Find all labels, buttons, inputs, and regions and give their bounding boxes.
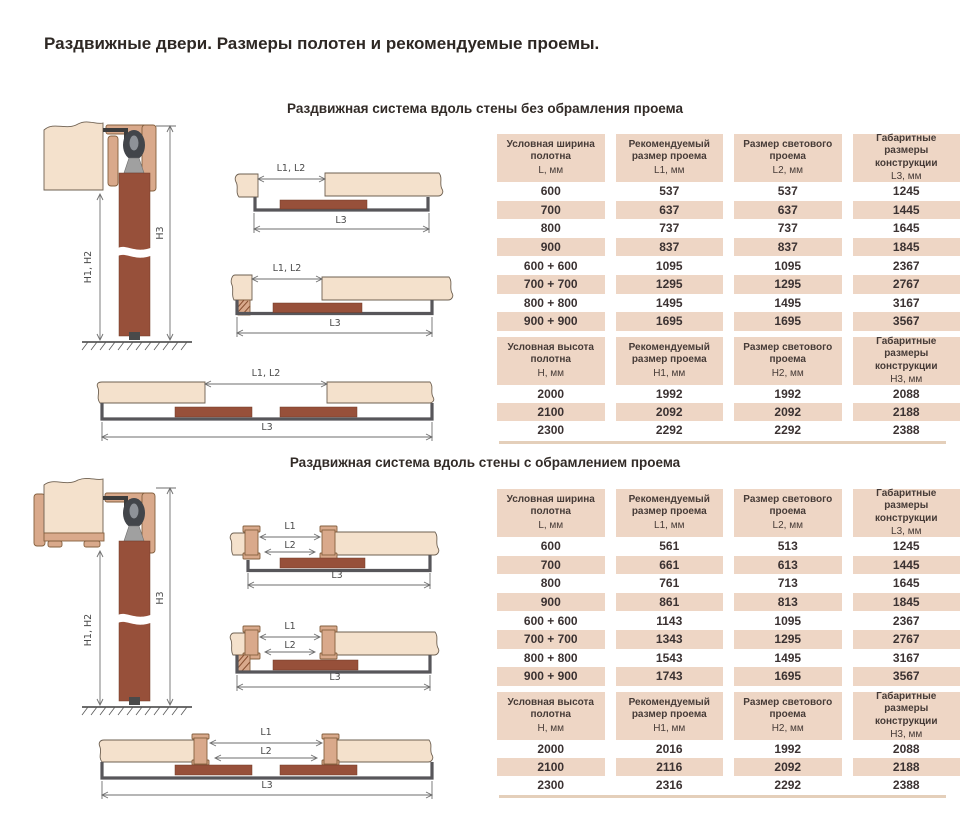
wall-left (231, 275, 252, 300)
dim-label-l1: L1 (284, 621, 296, 632)
table-cell: 700 (497, 556, 605, 575)
table-cell: 1245 (892, 539, 920, 554)
table-cell: 800 (540, 576, 561, 591)
table-cell: 561 (659, 539, 680, 554)
table-cell: 800 + 800 (523, 650, 578, 665)
table-cell: 2000 (537, 387, 565, 401)
table-cell: 2300 (537, 778, 565, 792)
dim-label-l2: L2 (260, 746, 272, 757)
dim-label-h1h2: H1, H2 (83, 250, 94, 284)
table-cell: 900 (497, 238, 605, 257)
dim-label-h3: H3 (155, 226, 166, 240)
dim-label-l3: L3 (335, 215, 347, 226)
table-cell: 1543 (655, 650, 683, 665)
table-cell: 800 (540, 221, 561, 236)
table-cell: 2388 (892, 423, 920, 437)
table-cell: 813 (734, 593, 842, 612)
table-cell: 1845 (853, 593, 961, 612)
table-cell: 1992 (655, 387, 683, 401)
table-cell: 1695 (734, 312, 842, 331)
table-cell: 2116 (616, 758, 724, 776)
table-cell: 800 + 800 (523, 295, 578, 310)
diagram-plan-single-framed (225, 497, 470, 595)
door-panel-left (175, 765, 252, 775)
table-cell: 1245 (892, 184, 920, 199)
table-cell: 1645 (892, 576, 920, 591)
dim-label-h3: H3 (155, 591, 166, 605)
diagram-plan-single-framed-2 (225, 600, 470, 698)
column-header: Рекомендуемый размер проема L1, мм (616, 489, 724, 537)
table-cell: 2367 (892, 258, 920, 273)
door-panel-right (280, 407, 357, 417)
column-header: Условная ширина полотна L, мм (497, 489, 605, 537)
table-cell: 2316 (655, 778, 683, 792)
table-cell: 513 (777, 539, 798, 554)
table-cell: 661 (616, 556, 724, 575)
section-divider (499, 441, 946, 444)
table-cell: 600 + 600 (523, 613, 578, 628)
dim-label-l2: L2 (284, 540, 296, 551)
table-cell: 1845 (853, 238, 961, 257)
table-cell: 861 (616, 593, 724, 612)
column-header: Условная высота полотна H, мм (497, 337, 605, 385)
table-cell: 2092 (734, 403, 842, 421)
column-header: Рекомендуемый размер проема H1, мм (616, 337, 724, 385)
table-cell: 1095 (774, 258, 802, 273)
table-cell: 1295 (616, 275, 724, 294)
wall-left (97, 382, 205, 403)
door-panel (280, 200, 367, 209)
height-table-framed (497, 692, 960, 794)
table-cell: 2300 (537, 423, 565, 437)
table-cell: 3167 (892, 650, 920, 665)
dim-label-l1: L1 (260, 727, 272, 738)
dim-label-l3: L3 (329, 318, 341, 329)
column-header: Габаритные размеры конструкции L3, мм (853, 489, 961, 537)
table-cell: 700 + 700 (497, 630, 605, 649)
table-cell: 1095 (655, 258, 683, 273)
dim-label-l3: L3 (329, 672, 341, 683)
wall-left (99, 740, 198, 762)
table-cell: 2100 (497, 403, 605, 421)
section-title-framed: Раздвижная система вдоль стены с обрамлением проема (289, 455, 681, 470)
table-cell: 1295 (734, 630, 842, 649)
table-cell: 537 (659, 184, 680, 199)
table-cell: 600 + 600 (523, 258, 578, 273)
table-cell: 1445 (853, 556, 961, 575)
wall-right (322, 277, 453, 300)
table-cell: 900 (497, 593, 605, 612)
table-cell: 600 (540, 184, 561, 199)
table-cell: 737 (659, 221, 680, 236)
floor-guide (129, 697, 140, 705)
table-cell: 2188 (853, 758, 961, 776)
dim-label-l2: L2 (284, 640, 296, 651)
diagram-side-section-framed (28, 468, 233, 723)
table-cell: 1143 (656, 613, 683, 628)
table-cell: 637 (616, 201, 724, 220)
table-cell: 761 (659, 576, 680, 591)
table-cell: 1992 (774, 387, 802, 401)
wall-right (327, 382, 434, 403)
dim-label-l1l2: L1, L2 (251, 368, 281, 379)
column-header: Габаритные размеры конструкции L3, мм (853, 134, 961, 182)
table-cell: 2767 (853, 630, 961, 649)
table-cell: 2088 (892, 387, 920, 401)
table-cell: 2367 (892, 613, 920, 628)
table-cell: 2100 (497, 758, 605, 776)
table-cell: 700 (497, 201, 605, 220)
height-table-noframe (497, 337, 960, 439)
frame-casing-left (34, 494, 45, 546)
door-panel (273, 303, 362, 313)
table-cell: 2016 (655, 742, 683, 756)
wall-right (334, 740, 433, 762)
table-cell: 1495 (774, 650, 802, 665)
dim-label-l3: L3 (261, 780, 273, 791)
dim-label-l3: L3 (331, 570, 343, 581)
column-header: Размер светового проема L2, мм (734, 489, 842, 537)
table-cell: 2088 (892, 742, 920, 756)
diagram-plan-double-noframe (58, 356, 463, 446)
table-cell: 2767 (853, 275, 961, 294)
table-cell: 900 + 900 (497, 667, 605, 686)
table-cell: 2292 (774, 423, 802, 437)
floor-guide (129, 332, 140, 340)
table-cell: 1695 (616, 312, 724, 331)
table-cell: 1992 (774, 742, 802, 756)
table-cell: 837 (734, 238, 842, 257)
column-header: Рекомендуемый размер проема H1, мм (616, 692, 724, 740)
diagram-plan-single-noframe-2 (225, 262, 470, 344)
section-divider (499, 795, 946, 798)
column-header: Габаритные размеры конструкции H3, мм (853, 692, 961, 740)
table-cell: 637 (734, 201, 842, 220)
dim-label-h1h2: H1, H2 (83, 613, 94, 647)
table-cell: 2292 (774, 778, 802, 792)
table-cell: 2292 (655, 423, 683, 437)
table-cell: 3567 (853, 312, 961, 331)
table-cell: 600 (540, 539, 561, 554)
table-cell: 837 (616, 238, 724, 257)
column-header: Размер светового проема L2, мм (734, 134, 842, 182)
table-cell: 1695 (734, 667, 842, 686)
door-panel-left (175, 407, 252, 417)
table-cell: 1495 (655, 295, 683, 310)
section-title-noframe: Раздвижная система вдоль стены без обрамления проема (287, 101, 683, 116)
table-cell: 2092 (734, 758, 842, 776)
wall-right (333, 532, 439, 555)
wall-right (333, 632, 439, 655)
table-cell: 1645 (892, 221, 920, 236)
table-cell: 1343 (616, 630, 724, 649)
table-cell: 713 (777, 576, 798, 591)
dim-label-l1: L1 (284, 521, 296, 532)
column-header: Габаритные размеры конструкции H3, мм (853, 337, 961, 385)
wall-right (325, 173, 443, 196)
door-panel (273, 660, 358, 670)
track (102, 403, 432, 419)
table-cell: 1295 (734, 275, 842, 294)
table-cell: 2092 (616, 403, 724, 421)
table-cell: 613 (734, 556, 842, 575)
page-title: Раздвижные двери. Размеры полотен и рекомендуемые проемы. (44, 34, 600, 53)
table-cell: 1445 (853, 201, 961, 220)
table-cell: 537 (777, 184, 798, 199)
table-cell: 1495 (774, 295, 802, 310)
table-cell: 737 (777, 221, 798, 236)
door-panel-right (280, 765, 357, 775)
table-cell: 900 + 900 (497, 312, 605, 331)
diagram-plan-single-noframe (225, 160, 470, 238)
wall (44, 122, 103, 190)
wall-left (235, 174, 258, 197)
table-cell: 2388 (892, 778, 920, 792)
track (102, 762, 432, 778)
column-header: Условная высота полотна H, мм (497, 692, 605, 740)
table-cell: 700 + 700 (497, 275, 605, 294)
column-header: Условная ширина полотна L, мм (497, 134, 605, 182)
dim-label-l1l2: L1, L2 (272, 263, 302, 274)
column-header: Рекомендуемый размер проема L1, мм (616, 134, 724, 182)
table-cell: 3167 (892, 295, 920, 310)
diagram-plan-double-framed (58, 712, 463, 812)
door-panel (280, 558, 365, 568)
width-table-noframe (497, 134, 960, 331)
column-header: Размер светового проема H2, мм (734, 337, 842, 385)
diagram-side-section-noframe (30, 103, 235, 358)
dim-label-l3: L3 (261, 422, 273, 433)
table-cell: 1095 (774, 613, 802, 628)
dim-label-l1l2: L1, L2 (276, 163, 306, 174)
table-cell: 1743 (616, 667, 724, 686)
wall (44, 478, 103, 533)
table-cell: 2000 (537, 742, 565, 756)
width-table-framed (497, 489, 960, 686)
table-cell: 3567 (853, 667, 961, 686)
table-cell: 2188 (853, 403, 961, 421)
column-header: Размер светового проема H2, мм (734, 692, 842, 740)
